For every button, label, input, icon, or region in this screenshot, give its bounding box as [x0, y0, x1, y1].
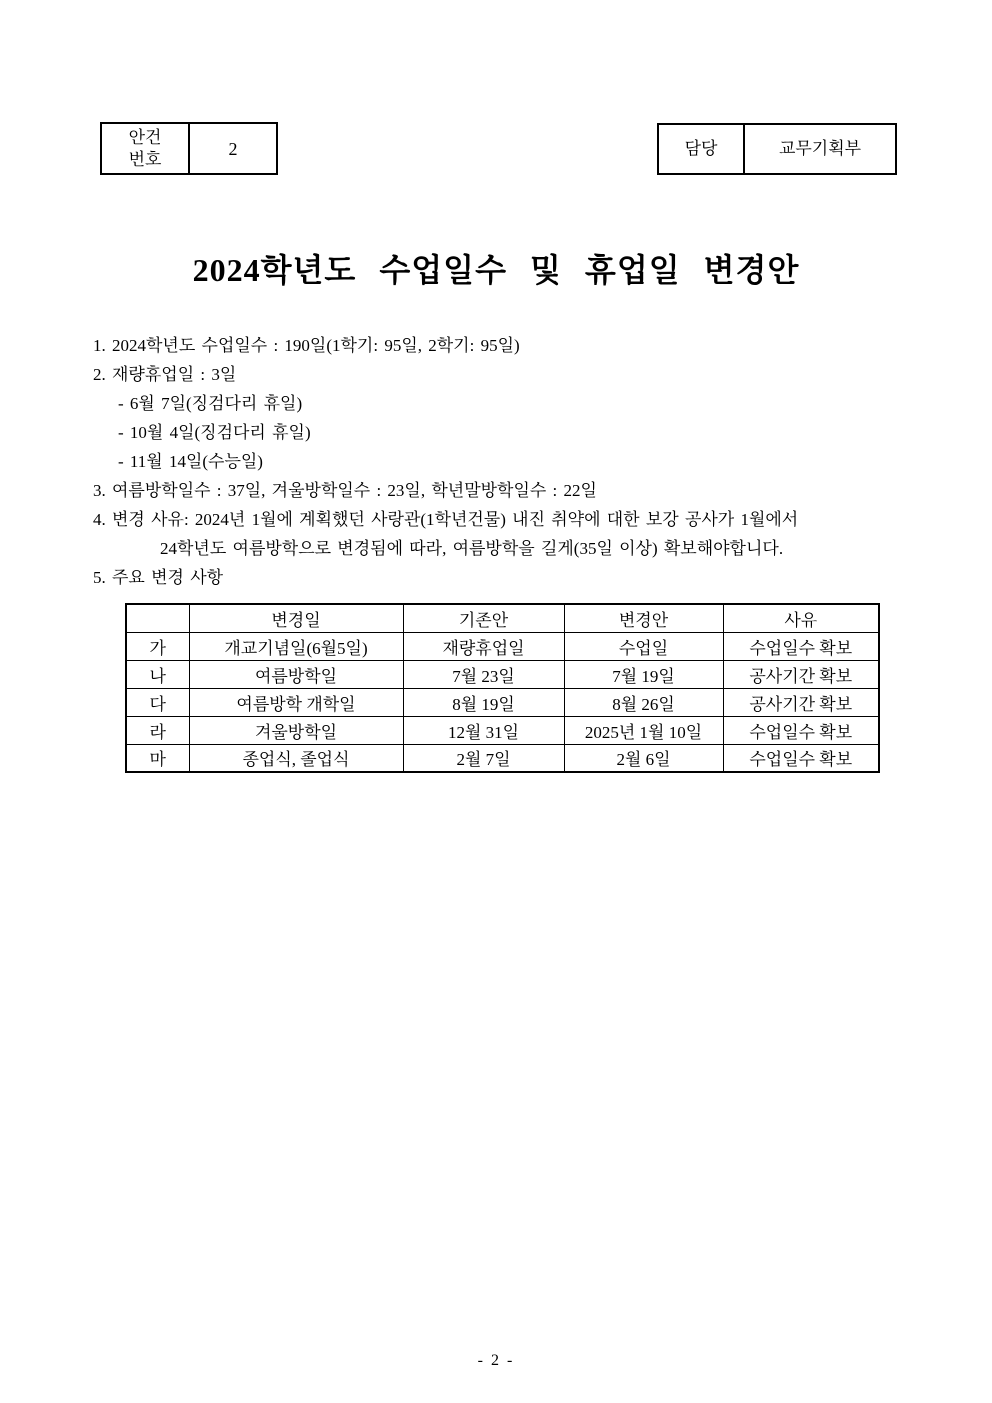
body-subline-1: - 6월 7일(징검다리 휴일) [118, 394, 303, 413]
department-value: 교무기획부 [778, 139, 862, 158]
table-row [126, 744, 879, 772]
existing-plan: 7월 23일 [403, 660, 564, 688]
reason: 수업일수 확보 [723, 744, 879, 772]
existing-plan: 2월 7일 [403, 744, 564, 772]
table-row [126, 688, 879, 716]
existing-plan: 재량휴업일 [403, 632, 564, 660]
header-cell-change-item: 변경일 [189, 604, 403, 632]
header-cell-reason: 사유 [723, 604, 879, 632]
table-row [126, 632, 879, 660]
row-label: 나 [126, 660, 189, 688]
body-line-1: 1. 2024학년도 수업일수 : 190일(1학기: 95일, 2학기: 95일) [93, 336, 520, 355]
changed-plan: 2025년 1월 10일 [564, 716, 723, 744]
change-item: 여름방학 개학일 [189, 688, 403, 716]
existing-plan: 8월 19일 [403, 688, 564, 716]
row-label: 가 [126, 632, 189, 660]
existing-plan: 12월 31일 [403, 716, 564, 744]
change-item: 여름방학일 [189, 660, 403, 688]
table-row [126, 716, 879, 744]
changed-plan: 수업일 [564, 632, 723, 660]
body-line-2: 2. 재량휴업일 : 3일 [93, 365, 237, 384]
page-title: 2024학년도 수업일수 및 휴업일 변경안 [192, 252, 800, 288]
body-line-4a: 4. 변경 사유: 2024년 1월에 계획했던 사랑관(1학년건물) 내진 취약에 대한 보강 공사가 1월에서 [93, 510, 799, 529]
change-item: 겨울방학일 [189, 716, 403, 744]
row-label: 라 [126, 716, 189, 744]
agenda-label-line1: 안건 [128, 127, 162, 147]
reason: 공사기간 확보 [723, 660, 879, 688]
table-row [126, 660, 879, 688]
change-item: 개교기념일(6월5일) [189, 632, 403, 660]
agenda-label-line2: 번호 [128, 149, 162, 169]
change-item: 종업식, 졸업식 [189, 744, 403, 772]
agenda-number-box [100, 122, 278, 175]
department-label: 담당 [659, 125, 745, 173]
agenda-number-value: 2 [228, 138, 238, 159]
header-cell-row-label [126, 604, 189, 632]
row-label: 마 [126, 744, 189, 772]
reason: 수업일수 확보 [723, 632, 879, 660]
change-summary-table [125, 603, 880, 773]
agenda-number-label [102, 124, 190, 173]
reason: 수업일수 확보 [723, 716, 879, 744]
body-subline-2: - 10월 4일(징검다리 휴일) [118, 423, 311, 442]
page-number: - 2 - [477, 1352, 515, 1369]
changed-plan: 7월 19일 [564, 660, 723, 688]
body-subline-3: - 11월 14일(수능일) [118, 452, 263, 471]
body-line-4b: 24학년도 여름방학으로 변경됨에 따라, 여름방학을 길게(35일 이상) 확보해야합니다. [160, 539, 784, 558]
row-label: 다 [126, 688, 189, 716]
body-line-3: 3. 여름방학일수 : 37일, 겨울방학일수 : 23일, 학년말방학일수 : 22일 [93, 481, 597, 500]
table-header-row [126, 604, 879, 632]
reason: 공사기간 확보 [723, 688, 879, 716]
body-text [93, 331, 932, 592]
department-box [657, 123, 897, 175]
header-cell-existing-plan: 기존안 [403, 604, 564, 632]
changed-plan: 2월 6일 [564, 744, 723, 772]
body-line-5: 5. 주요 변경 사항 [93, 568, 224, 587]
changed-plan: 8월 26일 [564, 688, 723, 716]
header-cell-changed-plan: 변경안 [564, 604, 723, 632]
